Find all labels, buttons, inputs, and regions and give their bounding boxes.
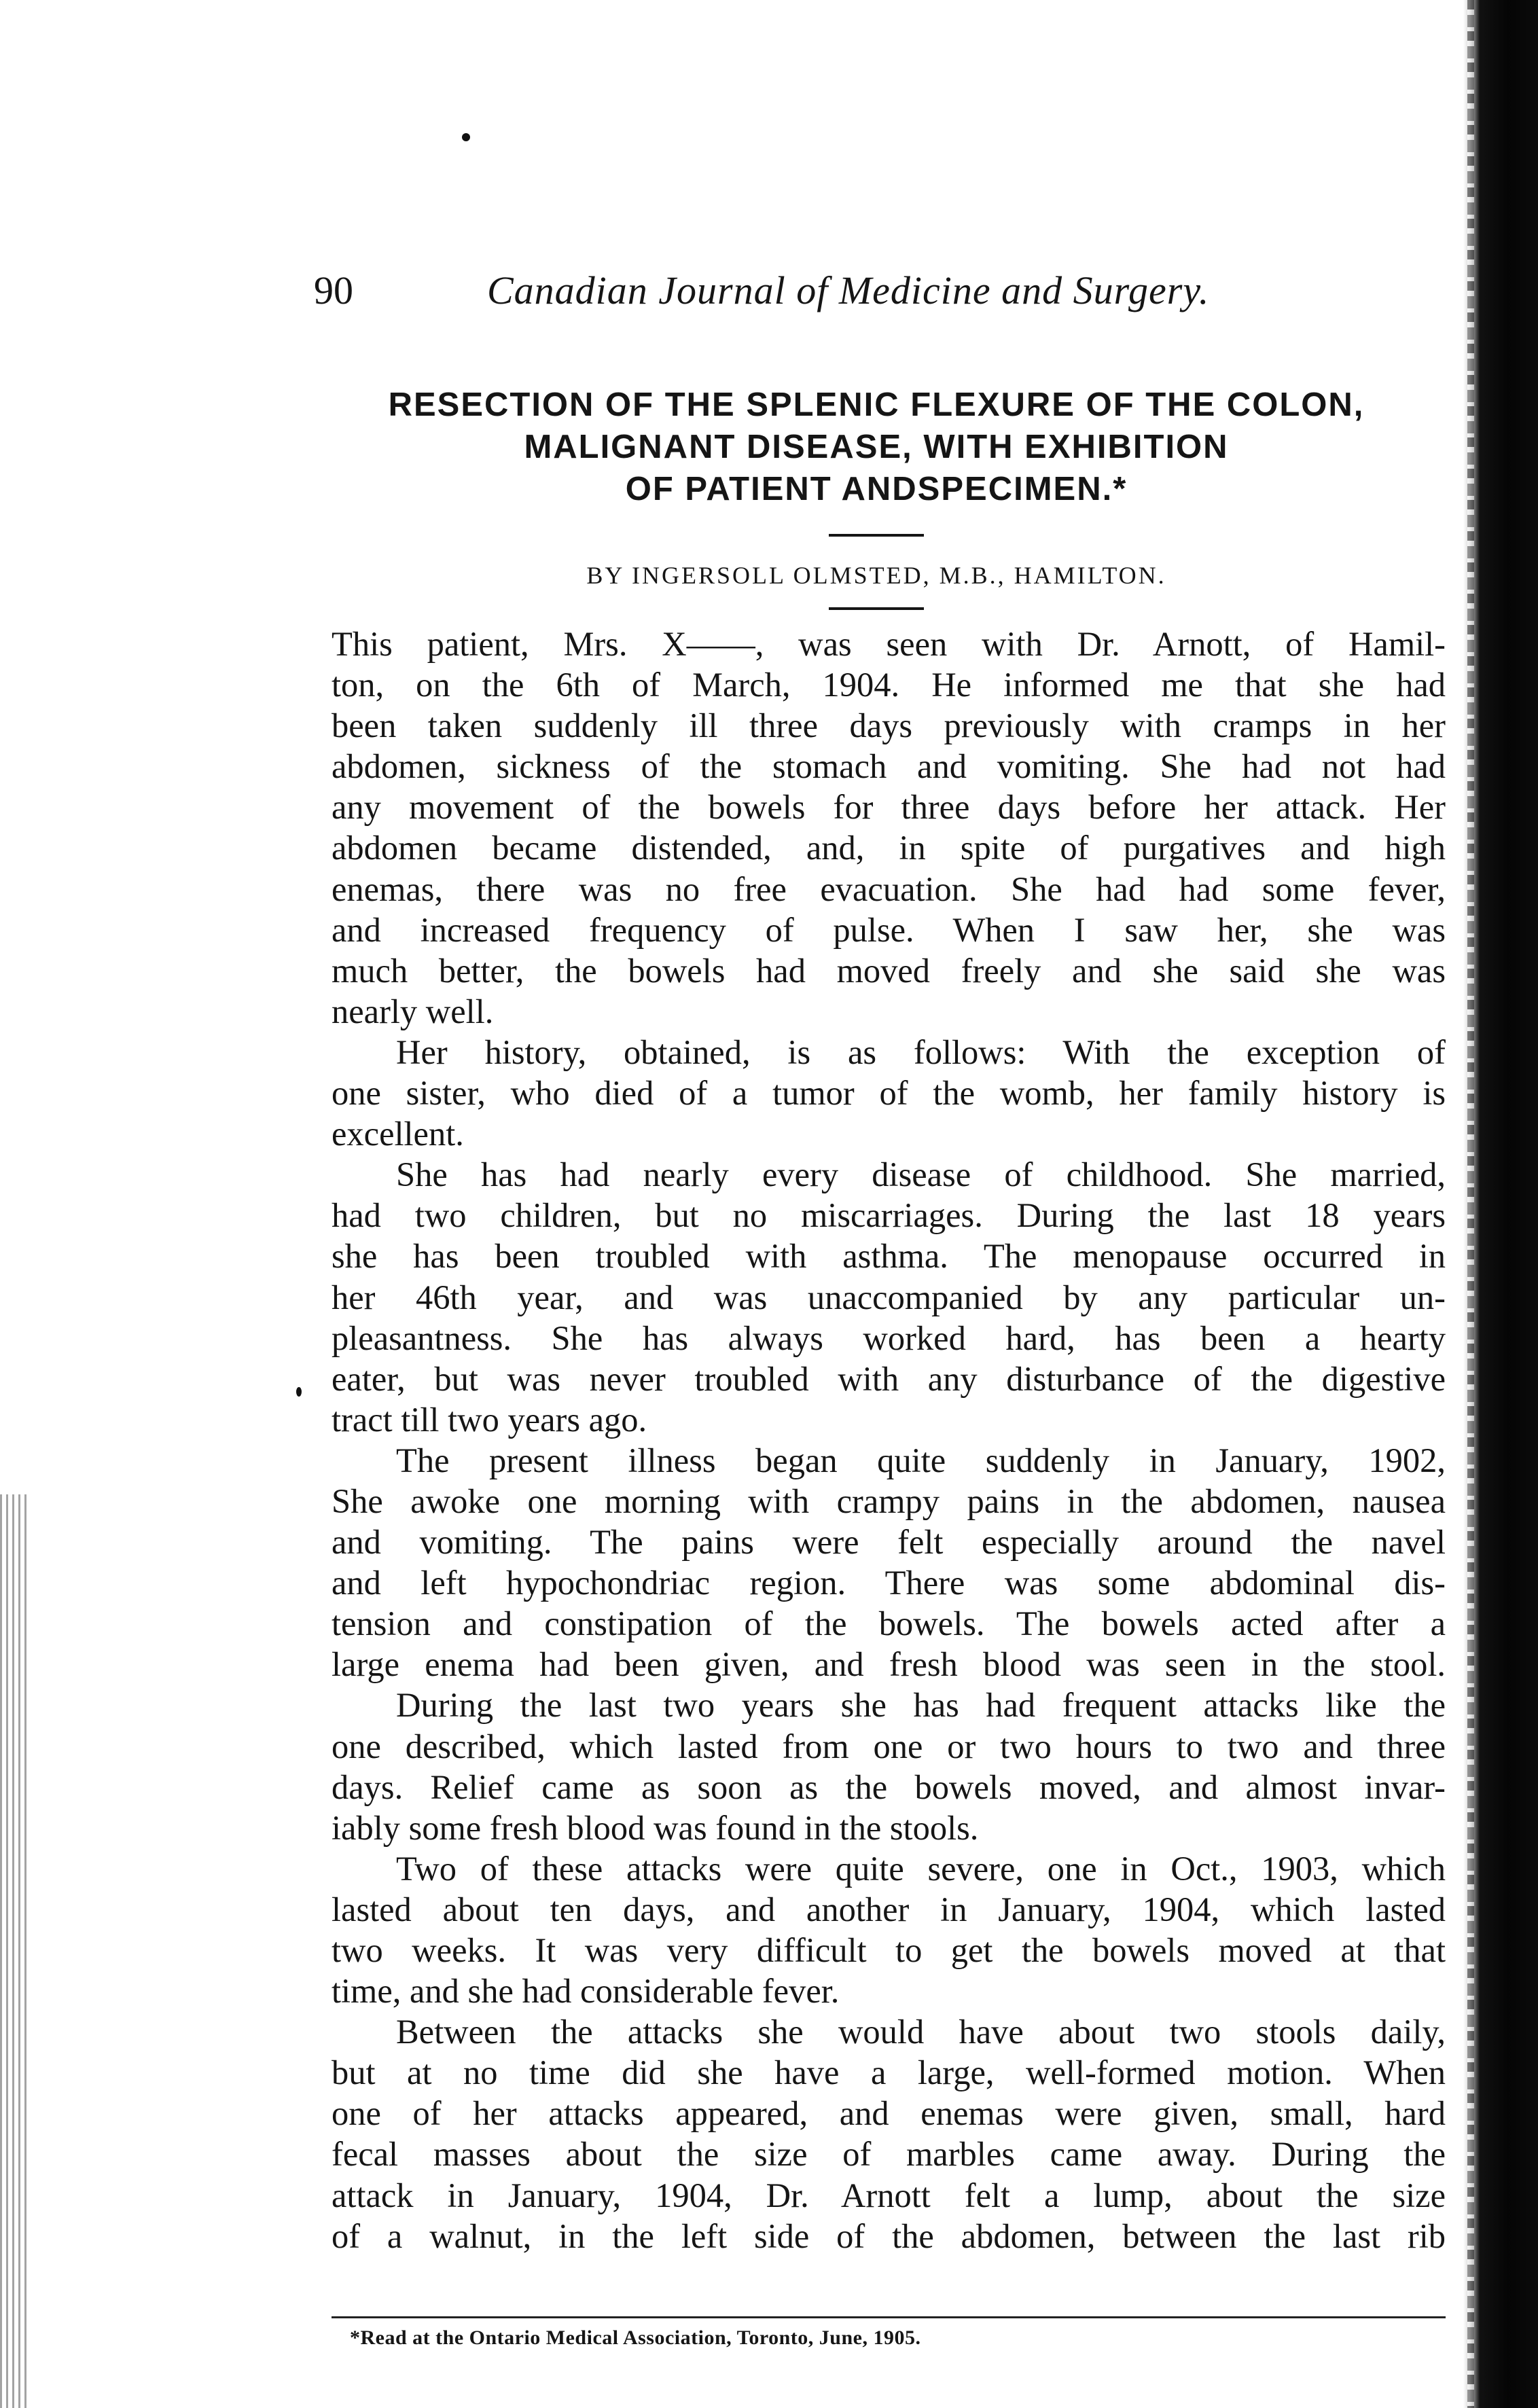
body-line: large enema had been given, and fresh blood was seen in the stool. xyxy=(332,1645,1446,1684)
body-line: been taken suddenly ill three days previously with cramps in her xyxy=(332,706,1446,745)
body-line: Between the attacks she would have about two stools daily, xyxy=(396,2013,1446,2051)
scan-left-edge xyxy=(0,1494,27,2408)
byline-divider xyxy=(829,607,924,610)
running-header xyxy=(314,264,1455,325)
title-divider xyxy=(829,534,924,537)
body-line: During the last two years she has had frequent attacks like the xyxy=(396,1686,1446,1725)
body-line: Two of these attacks were quite severe, one in Oct., 1903, which xyxy=(396,1849,1446,1888)
body-line: one described, which lasted from one or two hours to two and three xyxy=(332,1727,1446,1765)
body-line: This patient, Mrs. X——, was seen with Dr. Arnott, of Hamil- xyxy=(332,625,1446,663)
body-line: tract till two years ago. xyxy=(332,1400,647,1439)
body-line: pleasantness. She has always worked hard, has been a hearty xyxy=(332,1318,1446,1357)
body-line: lasted about ten days, and another in January, 1904, which lasted xyxy=(332,1890,1446,1928)
body-line: enemas, there was no free evacuation. She had had some fever, xyxy=(332,869,1446,908)
body-line: time, and she had considerable fever. xyxy=(332,1972,840,2011)
article-title-line: RESECTION OF THE SPLENIC FLEXURE OF THE COLON, xyxy=(388,387,1365,423)
footnote: *Read at the Ontario Medical Association, Toronto, June, 1905. xyxy=(350,2326,921,2349)
footnote-divider xyxy=(332,2316,1446,2318)
body-line: but at no time did she have a large, well-formed motion. When xyxy=(332,2053,1446,2092)
article-title-line: OF PATIENT ANDSPECIMEN.* xyxy=(625,471,1128,507)
body-line: any movement of the bowels for three days before her attack. Her xyxy=(332,788,1446,827)
body-line: one sister, who died of a tumor of the womb, her family history is xyxy=(332,1074,1446,1113)
body-line: she has been troubled with asthma. The menopause occurred in xyxy=(332,1237,1446,1276)
body-line: iably some fresh blood was found in the stools. xyxy=(332,1808,979,1847)
body-line: much better, the bowels had moved freely and she said she was xyxy=(332,951,1446,990)
body-line: abdomen, sickness of the stomach and vomiting. She had not had xyxy=(332,747,1446,786)
article-title xyxy=(299,384,1454,510)
journal-title: Canadian Journal of Medicine and Surgery. xyxy=(487,268,1210,312)
page-number: 90 xyxy=(314,268,353,312)
body-line: days. Relief came as soon as the bowels moved, and almost invar- xyxy=(332,1767,1446,1806)
body-line: one of her attacks appeared, and enemas were given, small, hard xyxy=(332,2094,1446,2133)
scan-speck xyxy=(296,1387,302,1397)
body-line: and vomiting. The pains were felt especially around the navel xyxy=(332,1523,1446,1562)
scan-speck xyxy=(462,133,470,141)
body-line: attack in January, 1904, Dr. Arnott felt a lump, about the size xyxy=(332,2176,1446,2214)
body-line: her 46th year, and was unaccompanied by any particular un- xyxy=(332,1278,1446,1316)
body-line: fecal masses about the size of marbles came away. During the xyxy=(332,2135,1446,2174)
body-line: and increased frequency of pulse. When I saw her, she was xyxy=(332,910,1446,949)
body-line: had two children, but no miscarriages. During the last 18 years xyxy=(332,1196,1446,1235)
scan-edge-shadow xyxy=(1463,0,1538,2408)
body-line: The present illness began quite suddenly in January, 1902, xyxy=(396,1441,1446,1479)
article-body xyxy=(332,624,1446,2257)
article-title-line: MALIGNANT DISEASE, WITH EXHIBITION xyxy=(524,429,1229,465)
body-line: She awoke one morning with crampy pains in the abdomen, nausea xyxy=(332,1481,1446,1520)
body-line: and left hypochondriac region. There was some abdominal dis- xyxy=(332,1564,1446,1602)
body-line: ton, on the 6th of March, 1904. He informed me that she had xyxy=(332,666,1446,704)
body-line: Her history, obtained, is as follows: With the exception of xyxy=(396,1032,1446,1071)
body-line: nearly well. xyxy=(332,992,494,1030)
body-line: tension and constipation of the bowels. The bowels acted after a xyxy=(332,1604,1446,1643)
body-line: excellent. xyxy=(332,1115,464,1153)
body-line: eater, but was never troubled with any disturbance of the digestive xyxy=(332,1359,1446,1398)
body-line: She has had nearly every disease of childhood. She married, xyxy=(396,1155,1446,1194)
author-byline: BY INGERSOLL OLMSTED, M.B., HAMILTON. xyxy=(586,562,1166,589)
body-line: two weeks. It was very difficult to get the bowels moved at that xyxy=(332,1931,1446,1969)
body-line: abdomen became distended, and, in spite of purgatives and high xyxy=(332,829,1446,867)
body-line: of a walnut, in the left side of the abdomen, between the last rib xyxy=(332,2216,1446,2255)
